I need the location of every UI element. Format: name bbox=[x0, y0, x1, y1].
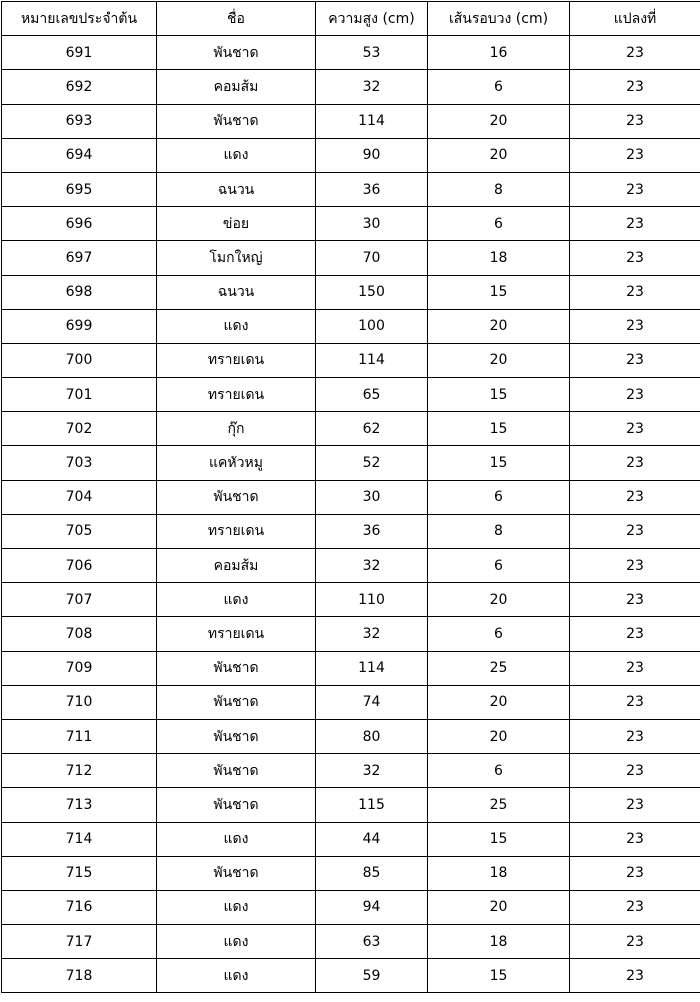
cell-tree-id: 696 bbox=[2, 207, 157, 241]
table-row bbox=[2, 583, 700, 617]
table-row bbox=[2, 480, 700, 514]
cell-plot: 23 bbox=[570, 378, 700, 412]
cell-height: 74 bbox=[316, 685, 428, 719]
table-row bbox=[2, 70, 700, 104]
cell-height: 110 bbox=[316, 583, 428, 617]
cell-tree-id: 715 bbox=[2, 856, 157, 890]
table-row bbox=[2, 651, 700, 685]
cell-plot: 23 bbox=[570, 446, 700, 480]
cell-name: แดง bbox=[157, 925, 316, 959]
table-row bbox=[2, 514, 700, 548]
cell-plot: 23 bbox=[570, 856, 700, 890]
cell-girth: 18 bbox=[428, 925, 570, 959]
table-row bbox=[2, 549, 700, 583]
cell-tree-id: 718 bbox=[2, 959, 157, 993]
cell-girth: 18 bbox=[428, 241, 570, 275]
cell-height: 30 bbox=[316, 480, 428, 514]
table-row bbox=[2, 788, 700, 822]
cell-girth: 15 bbox=[428, 822, 570, 856]
table-row bbox=[2, 378, 700, 412]
cell-girth: 20 bbox=[428, 890, 570, 924]
cell-tree-id: 693 bbox=[2, 104, 157, 138]
cell-height: 90 bbox=[316, 138, 428, 172]
cell-girth: 15 bbox=[428, 275, 570, 309]
cell-height: 63 bbox=[316, 925, 428, 959]
cell-height: 70 bbox=[316, 241, 428, 275]
cell-name: คอมส้ม bbox=[157, 549, 316, 583]
cell-girth: 8 bbox=[428, 514, 570, 548]
cell-girth: 25 bbox=[428, 788, 570, 822]
cell-tree-id: 699 bbox=[2, 309, 157, 343]
cell-girth: 20 bbox=[428, 719, 570, 753]
table-row bbox=[2, 138, 700, 172]
cell-tree-id: 691 bbox=[2, 36, 157, 70]
cell-plot: 23 bbox=[570, 104, 700, 138]
cell-height: 80 bbox=[316, 719, 428, 753]
cell-girth: 20 bbox=[428, 104, 570, 138]
table-row bbox=[2, 925, 700, 959]
table-row bbox=[2, 959, 700, 993]
table-row bbox=[2, 617, 700, 651]
cell-girth: 18 bbox=[428, 856, 570, 890]
cell-girth: 15 bbox=[428, 412, 570, 446]
cell-plot: 23 bbox=[570, 480, 700, 514]
cell-name: ทรายเดน bbox=[157, 343, 316, 377]
cell-girth: 6 bbox=[428, 207, 570, 241]
table-row bbox=[2, 104, 700, 138]
cell-height: 65 bbox=[316, 378, 428, 412]
cell-plot: 23 bbox=[570, 241, 700, 275]
cell-height: 44 bbox=[316, 822, 428, 856]
cell-girth: 6 bbox=[428, 754, 570, 788]
cell-tree-id: 697 bbox=[2, 241, 157, 275]
cell-name: ทรายเดน bbox=[157, 617, 316, 651]
cell-name: คอมส้ม bbox=[157, 70, 316, 104]
cell-plot: 23 bbox=[570, 309, 700, 343]
cell-name: พันชาด bbox=[157, 104, 316, 138]
cell-height: 32 bbox=[316, 70, 428, 104]
cell-plot: 23 bbox=[570, 172, 700, 206]
cell-name: พันชาด bbox=[157, 685, 316, 719]
cell-height: 30 bbox=[316, 207, 428, 241]
cell-height: 36 bbox=[316, 172, 428, 206]
cell-height: 32 bbox=[316, 617, 428, 651]
cell-tree-id: 705 bbox=[2, 514, 157, 548]
cell-plot: 23 bbox=[570, 549, 700, 583]
cell-name: พันชาด bbox=[157, 754, 316, 788]
cell-name: แดง bbox=[157, 822, 316, 856]
cell-tree-id: 708 bbox=[2, 617, 157, 651]
cell-name: ฉนวน bbox=[157, 172, 316, 206]
cell-plot: 23 bbox=[570, 138, 700, 172]
table-row bbox=[2, 241, 700, 275]
cell-plot: 23 bbox=[570, 754, 700, 788]
cell-name: พันชาด bbox=[157, 36, 316, 70]
table-row bbox=[2, 343, 700, 377]
cell-height: 32 bbox=[316, 549, 428, 583]
cell-name: พันชาด bbox=[157, 480, 316, 514]
cell-name: แดง bbox=[157, 583, 316, 617]
cell-name: แดง bbox=[157, 959, 316, 993]
cell-plot: 23 bbox=[570, 890, 700, 924]
cell-plot: 23 bbox=[570, 617, 700, 651]
cell-girth: 25 bbox=[428, 651, 570, 685]
table-row bbox=[2, 685, 700, 719]
cell-height: 114 bbox=[316, 343, 428, 377]
cell-tree-id: 707 bbox=[2, 583, 157, 617]
table-row bbox=[2, 275, 700, 309]
cell-plot: 23 bbox=[570, 583, 700, 617]
header-girth: เส้นรอบวง (cm) bbox=[428, 2, 570, 36]
cell-tree-id: 704 bbox=[2, 480, 157, 514]
cell-tree-id: 717 bbox=[2, 925, 157, 959]
cell-girth: 15 bbox=[428, 959, 570, 993]
cell-girth: 20 bbox=[428, 685, 570, 719]
header-name: ชื่อ bbox=[157, 2, 316, 36]
cell-tree-id: 702 bbox=[2, 412, 157, 446]
table-row bbox=[2, 412, 700, 446]
cell-tree-id: 716 bbox=[2, 890, 157, 924]
cell-name: กุ๊ก bbox=[157, 412, 316, 446]
header-tree-id: หมายเลขประจำต้น bbox=[2, 2, 157, 36]
cell-girth: 8 bbox=[428, 172, 570, 206]
cell-plot: 23 bbox=[570, 719, 700, 753]
table-header bbox=[2, 2, 700, 36]
cell-height: 53 bbox=[316, 36, 428, 70]
cell-name: แคหัวหมู bbox=[157, 446, 316, 480]
cell-plot: 23 bbox=[570, 343, 700, 377]
cell-girth: 6 bbox=[428, 549, 570, 583]
cell-plot: 23 bbox=[570, 275, 700, 309]
cell-girth: 16 bbox=[428, 36, 570, 70]
cell-height: 114 bbox=[316, 104, 428, 138]
cell-plot: 23 bbox=[570, 207, 700, 241]
cell-tree-id: 706 bbox=[2, 549, 157, 583]
cell-name: ข่อย bbox=[157, 207, 316, 241]
cell-name: ทรายเดน bbox=[157, 514, 316, 548]
cell-name: ทรายเดน bbox=[157, 378, 316, 412]
table-row bbox=[2, 309, 700, 343]
cell-girth: 6 bbox=[428, 70, 570, 104]
table-row bbox=[2, 446, 700, 480]
cell-girth: 20 bbox=[428, 343, 570, 377]
table-body bbox=[2, 36, 700, 993]
cell-tree-id: 714 bbox=[2, 822, 157, 856]
cell-plot: 23 bbox=[570, 925, 700, 959]
cell-height: 115 bbox=[316, 788, 428, 822]
cell-name: พันชาด bbox=[157, 719, 316, 753]
cell-tree-id: 698 bbox=[2, 275, 157, 309]
cell-plot: 23 bbox=[570, 514, 700, 548]
table-row bbox=[2, 754, 700, 788]
cell-girth: 15 bbox=[428, 446, 570, 480]
cell-plot: 23 bbox=[570, 651, 700, 685]
table-row bbox=[2, 36, 700, 70]
cell-height: 36 bbox=[316, 514, 428, 548]
header-height: ความสูง (cm) bbox=[316, 2, 428, 36]
cell-plot: 23 bbox=[570, 412, 700, 446]
cell-tree-id: 695 bbox=[2, 172, 157, 206]
cell-girth: 15 bbox=[428, 378, 570, 412]
cell-tree-id: 701 bbox=[2, 378, 157, 412]
table-row bbox=[2, 822, 700, 856]
cell-tree-id: 711 bbox=[2, 719, 157, 753]
cell-name: ฉนวน bbox=[157, 275, 316, 309]
cell-plot: 23 bbox=[570, 70, 700, 104]
cell-height: 59 bbox=[316, 959, 428, 993]
cell-name: แดง bbox=[157, 890, 316, 924]
cell-height: 62 bbox=[316, 412, 428, 446]
table-row bbox=[2, 207, 700, 241]
table-row bbox=[2, 890, 700, 924]
cell-plot: 23 bbox=[570, 36, 700, 70]
table-row bbox=[2, 719, 700, 753]
cell-girth: 6 bbox=[428, 617, 570, 651]
cell-height: 114 bbox=[316, 651, 428, 685]
cell-tree-id: 713 bbox=[2, 788, 157, 822]
cell-name: แดง bbox=[157, 138, 316, 172]
cell-girth: 20 bbox=[428, 138, 570, 172]
cell-tree-id: 710 bbox=[2, 685, 157, 719]
table-row bbox=[2, 856, 700, 890]
header-row bbox=[2, 2, 700, 36]
cell-girth: 20 bbox=[428, 583, 570, 617]
cell-name: พันชาด bbox=[157, 788, 316, 822]
table-row bbox=[2, 172, 700, 206]
cell-height: 85 bbox=[316, 856, 428, 890]
tree-data-table bbox=[1, 1, 700, 993]
cell-girth: 20 bbox=[428, 309, 570, 343]
cell-height: 94 bbox=[316, 890, 428, 924]
cell-height: 150 bbox=[316, 275, 428, 309]
cell-tree-id: 712 bbox=[2, 754, 157, 788]
cell-girth: 6 bbox=[428, 480, 570, 514]
cell-height: 32 bbox=[316, 754, 428, 788]
cell-height: 100 bbox=[316, 309, 428, 343]
cell-tree-id: 700 bbox=[2, 343, 157, 377]
cell-tree-id: 692 bbox=[2, 70, 157, 104]
cell-name: แดง bbox=[157, 309, 316, 343]
header-plot: แปลงที่ bbox=[570, 2, 700, 36]
cell-plot: 23 bbox=[570, 685, 700, 719]
cell-tree-id: 694 bbox=[2, 138, 157, 172]
cell-plot: 23 bbox=[570, 822, 700, 856]
cell-tree-id: 709 bbox=[2, 651, 157, 685]
cell-name: โมกใหญ่ bbox=[157, 241, 316, 275]
cell-name: พันชาด bbox=[157, 651, 316, 685]
cell-name: พันชาด bbox=[157, 856, 316, 890]
cell-tree-id: 703 bbox=[2, 446, 157, 480]
cell-height: 52 bbox=[316, 446, 428, 480]
cell-plot: 23 bbox=[570, 788, 700, 822]
cell-plot: 23 bbox=[570, 959, 700, 993]
